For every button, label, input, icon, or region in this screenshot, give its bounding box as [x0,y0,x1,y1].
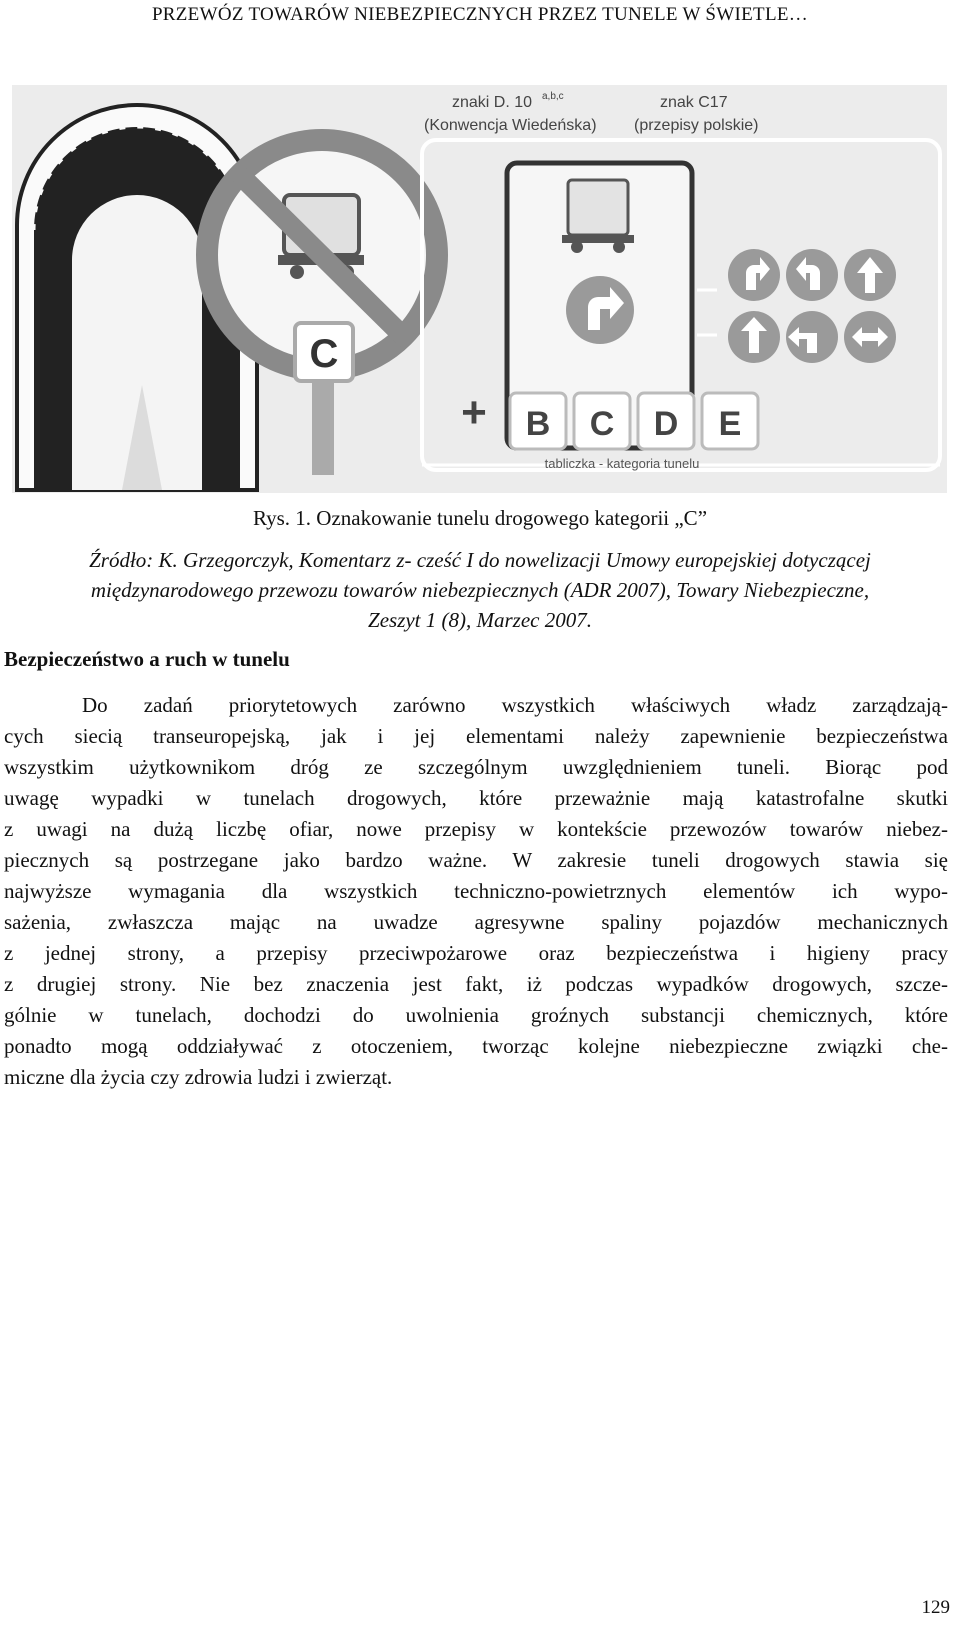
plate-d: D [653,405,679,443]
paragraph-line: najwyższe wymagania dla wszystkich techniczno-powietrznych elementów ich wypo- [4,879,948,903]
paragraph-line: z jednej strony, a przepisy przeciwpożarowe oraz bezpieczeństwa i higieny pracy [4,941,948,965]
plate-b: B [525,405,551,443]
paragraph-line: z uwagi na dużą liczbę ofiar, nowe przepisy w kontekście przewozów towarów niebez- [4,817,948,841]
paragraph-line: miczne dla życia czy zdrowia ludzi i zwierząt. [4,1065,393,1089]
paragraph-line: wszystkim użytkownikom dróg ze szczególnym uwzględnieniem tuneli. Biorąc pod [4,755,948,779]
source-line: Źródło: K. Grzegorczyk, Komentarz z- cześć I do nowelizacji Umowy europejskiej dotyczącej [89,548,871,572]
plus-sign: + [461,388,487,437]
source-line: Zeszyt 1 (8), Marzec 2007. [368,608,592,632]
paragraph-line: ponadto mogą oddziaływać z otoczeniem, tworząc kolejne niebezpieczne związki che- [4,1034,948,1058]
label-d10-superscript: a,b,c [542,91,564,102]
paragraph-line: gólnie w tunelach, dochodzi do uwolnienia groźnych substancji chemicznych, które [4,1003,948,1027]
label-przepisy: (przepisy polskie) [634,117,759,134]
section-heading: Bezpieczeństwo a ruch w tunelu [4,647,290,671]
page-number: 129 [921,1597,950,1618]
label-konwencja: (Konwencja Wiedeńska) [424,117,597,134]
tunnel-signage-illustration [12,85,947,493]
source-line: międzynarodowego przewozu towarów niebezpiecznych (ADR 2007), Towary Niebezpieczne, [90,578,870,602]
label-d10: znaki D. 10 [452,94,533,111]
running-header: PRZEWÓZ TOWARÓW NIEBEZPIECZNYCH PRZEZ TUNELE W ŚWIETLE… [151,4,809,25]
plate-caption: tabliczka - kategoria tunelu [544,456,700,471]
paragraph-line: z drugiej strony. Nie bez znaczenia jest fakt, iż podczas wypadków drogowych, szcze- [4,972,948,996]
figure-source [0,545,960,635]
plate-e: E [718,405,742,443]
paragraph-line: Do zadań priorytetowych zarówno wszystkich właściwych władz zarządzają- [82,693,948,717]
tunnel-signage-figure [12,85,947,493]
plate-c: C [589,405,615,443]
paragraph-line: piecznych są postrzegane jako bardzo ważne. W zakresie tuneli drogowych stawia się [4,848,948,872]
sign-plate-letter: C [309,332,339,376]
paragraph-line: cych siecią transeuropejską, jak i jej elementami należy zapewnienie bezpieczeństwa [4,724,948,748]
figure-caption: Rys. 1. Oznakowanie tunelu drogowego kategorii „C” [252,506,708,530]
label-c17: znak C17 [660,94,728,111]
paragraph-line: uwagę wypadki w tunelach drogowych, które przeważnie mają katastrofalne skutki [4,786,948,810]
body-paragraph [4,690,948,1093]
paragraph-line: sażenia, zwłaszcza mając na uwadze agresywne spaliny pojazdów mechanicznych [4,910,948,934]
